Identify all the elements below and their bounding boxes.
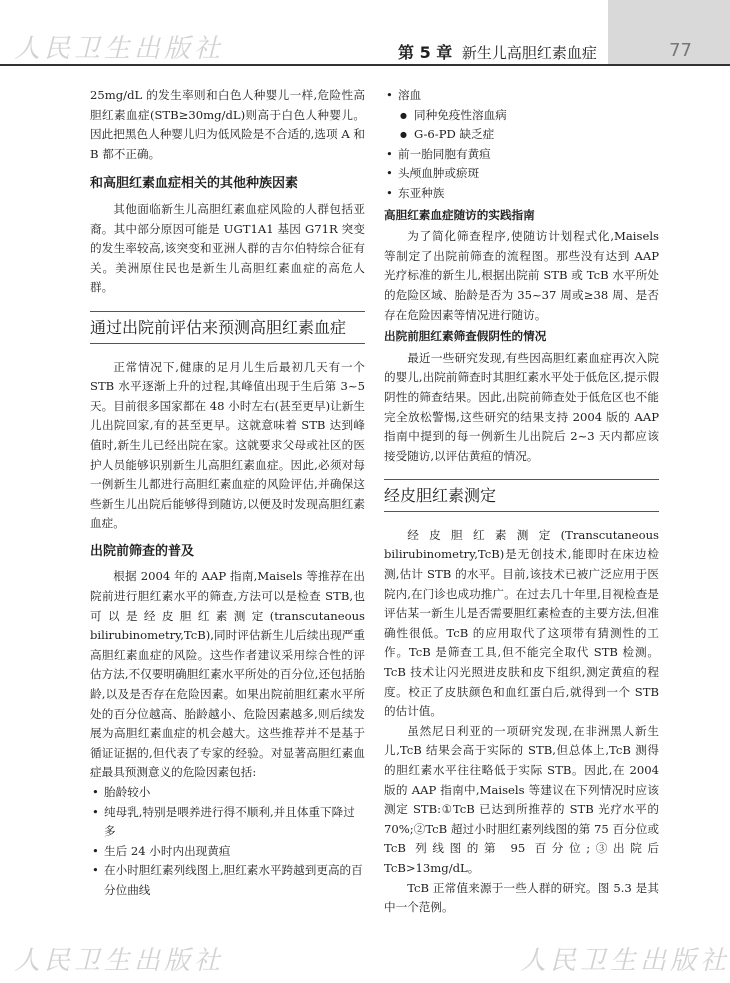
list-item: • 头颅血肿或瘀斑 xyxy=(384,164,659,184)
paragraph-screening-adoption: 根据 2004 年的 AAP 指南,Maisels 等推荐在出院前进行胆红素水平的筛查,方法可以是检查 STB,也可以是经皮胆红素测定(transcutaneous bilirubinometry,TcB),同时评估新生儿后续出现严重高胆红素血症的风险。这些作者建议采用综合性的评估方法,不仅要明确胆红素水平所处的百分位,还包括胎龄,以及是否存在危险因素。如果出院前胆红素水平所处的百分位越高、胎龄越小、危险因素越多,则后续发展为高胆红素血症的机会越大。这些推荐并不是基于循证证据的,但代表了专家的经验。对显著高胆红素血症最具预测意义的危险因素包括: xyxy=(90,569,365,780)
heading-other-ethnic-factors: 和高胆红素血症相关的其他种族因素 xyxy=(90,176,299,192)
list-item: • 胎龄较小 xyxy=(90,783,365,803)
right-column xyxy=(384,86,659,918)
paragraph-tcb-3: TcB 正常值来源于一些人群的研究。图 5.3 是其中一个范例。 xyxy=(384,880,659,915)
paragraph-tcb-1: 经皮胆红素测定(Transcutaneous bilirubinometry,TcB)是无创技术,能即时在床边检测,估计 STB 的水平。目前,该技术已被广泛应用于医院内,在门诊也成功推广。在过去几十年里,目视检查是评估某一新生儿是否需要胆红素检查的主要方法,但准确性很低。TcB 的应用取代了这项带有猜测性的工作。TcB 是筛查工具,但不能完全取代 STB 检测。TcB 技术让闪光照进皮肤和皮下组织,测定黄疸的程度。校正了皮肤颜色和血红蛋白后,就得到一个 STB 的估计值。 xyxy=(384,527,659,719)
paragraph-false-negative: 最近一些研究发现,有些因高胆红素血症再次入院的婴儿,出院前筛查时其胆红素水平处于低危区,提示假阴性的筛查结果。因此,出院前筛查处于低危区也不能完全放松警惕,这些研究的结果支持 2004 版的 AAP 指南中提到的每一例新生儿出院后 2~3 天内都应该接受随访,以评估黄疸的情况。 xyxy=(384,350,659,463)
list-item: • 在小时胆红素列线图上,胆红素水平跨越到更高的百分位曲线 xyxy=(90,861,365,900)
paragraph-predischarge-prediction: 正常情况下,健康的足月儿生后最初几天有一个 STB 水平逐渐上升的过程,其峰值出现于生后第 3~5 天。目前很多国家都在 48 小时左右(甚至更早)让新生儿出院回家,有的甚至更早。这就意味着 STB 达到峰值时,新生儿已经出院在家。这就要求父母或社区的医护人员能够识别新生儿高胆红素血症。因此,必须对每一例新生儿都进行高胆红素血症的风险评估,并确保这些新生儿出院后能够得到随访,以便及时发现高胆红素血症。 xyxy=(90,359,365,531)
chapter-number: 第 5 章 xyxy=(398,43,453,62)
list-item: ● G-6-PD 缺乏症 xyxy=(384,125,659,145)
watermark-bottom-left: 人民卫生出版社 xyxy=(14,946,225,976)
heading-followup-guideline: 高胆红素血症随访的实践指南 xyxy=(384,207,535,222)
intro-paragraph: 25mg/dL 的发生率则和白色人种婴儿一样,危险性高胆红素血症(STB≥30mg/dL)则高于白色人种婴儿。因此把黑色人种婴儿归为低风险是不合适的,选项 A 和 B 都不正确。 xyxy=(90,88,365,161)
hemolysis-sublist xyxy=(384,106,659,145)
paragraph-other-ethnic-factors: 其他面临新生儿高胆红素血症风险的人群包括亚裔。其中部分原因可能是 UGT1A1 基因 G71R 突变的发生率较高,该突变和亚洲人群的吉尔伯特综合征有关。美洲原住民也是新生儿高胆红素血症的高危人群。 xyxy=(90,201,365,295)
paragraph-tcb-2: 虽然尼日利亚的一项研究发现,在非洲黑人新生儿,TcB 结果会高于实际的 STB,但总体上,TcB 测得的胆红素水平往往略低于实际 STB。因此,在 2004 版的 AAP 指南中,Maisels 等建议在下列情况时应该测定 STB:①TcB 已达到所推荐的 STB 光疗水平的 70%;②TcB 超过小时胆红素列线图的第 75 百分位或 TcB 列线图的第 95 百分位;③出院后 TcB>13mg/dL。 xyxy=(384,723,659,875)
list-item: • 溶血 xyxy=(384,86,659,106)
left-column xyxy=(90,86,365,901)
chapter-title: 新生儿高胆红素血症 xyxy=(461,44,597,62)
list-item: • 生后 24 小时内出现黄疸 xyxy=(90,842,365,862)
watermark-bottom-right: 人民卫生出版社 xyxy=(520,946,730,976)
list-item: • 东亚种族 xyxy=(384,184,659,204)
risk-factor-list xyxy=(90,783,365,901)
list-item: • 前一胎同胞有黄疸 xyxy=(384,145,659,165)
list-item: ● 同种免疫性溶血病 xyxy=(384,106,659,126)
list-item: • 纯母乳,特别是喂养进行得不顺利,并且体重下降过多 xyxy=(90,803,365,842)
watermark-top-left: 人民卫生出版社 xyxy=(14,34,225,64)
header-rule xyxy=(0,64,730,66)
heading-false-negative: 出院前胆红素筛查假阴性的情况 xyxy=(384,329,547,344)
risk-factor-list-more xyxy=(384,145,659,204)
page-number: 77 xyxy=(669,40,692,61)
paragraph-followup-guideline: 为了简化筛查程序,使随访计划程式化,Maisels 等制定了出院前筛查的流程图。那些没有达到 AAP 光疗标准的新生儿,根据出院前 STB 或 TcB 水平所处的危险区域、胎龄是否为 35~37 周或≥38 周、是否存在危险因素等情况进行随访。 xyxy=(384,229,659,322)
page-header xyxy=(0,0,730,70)
heading-tcb: 经皮胆红素测定 xyxy=(384,479,659,512)
heading-predischarge-prediction: 通过出院前评估来预测高胆红素血症 xyxy=(90,311,365,344)
chapter-heading xyxy=(398,40,597,63)
heading-screening-adoption: 出院前筛查的普及 xyxy=(90,543,195,559)
risk-factor-list-continued xyxy=(384,86,659,106)
